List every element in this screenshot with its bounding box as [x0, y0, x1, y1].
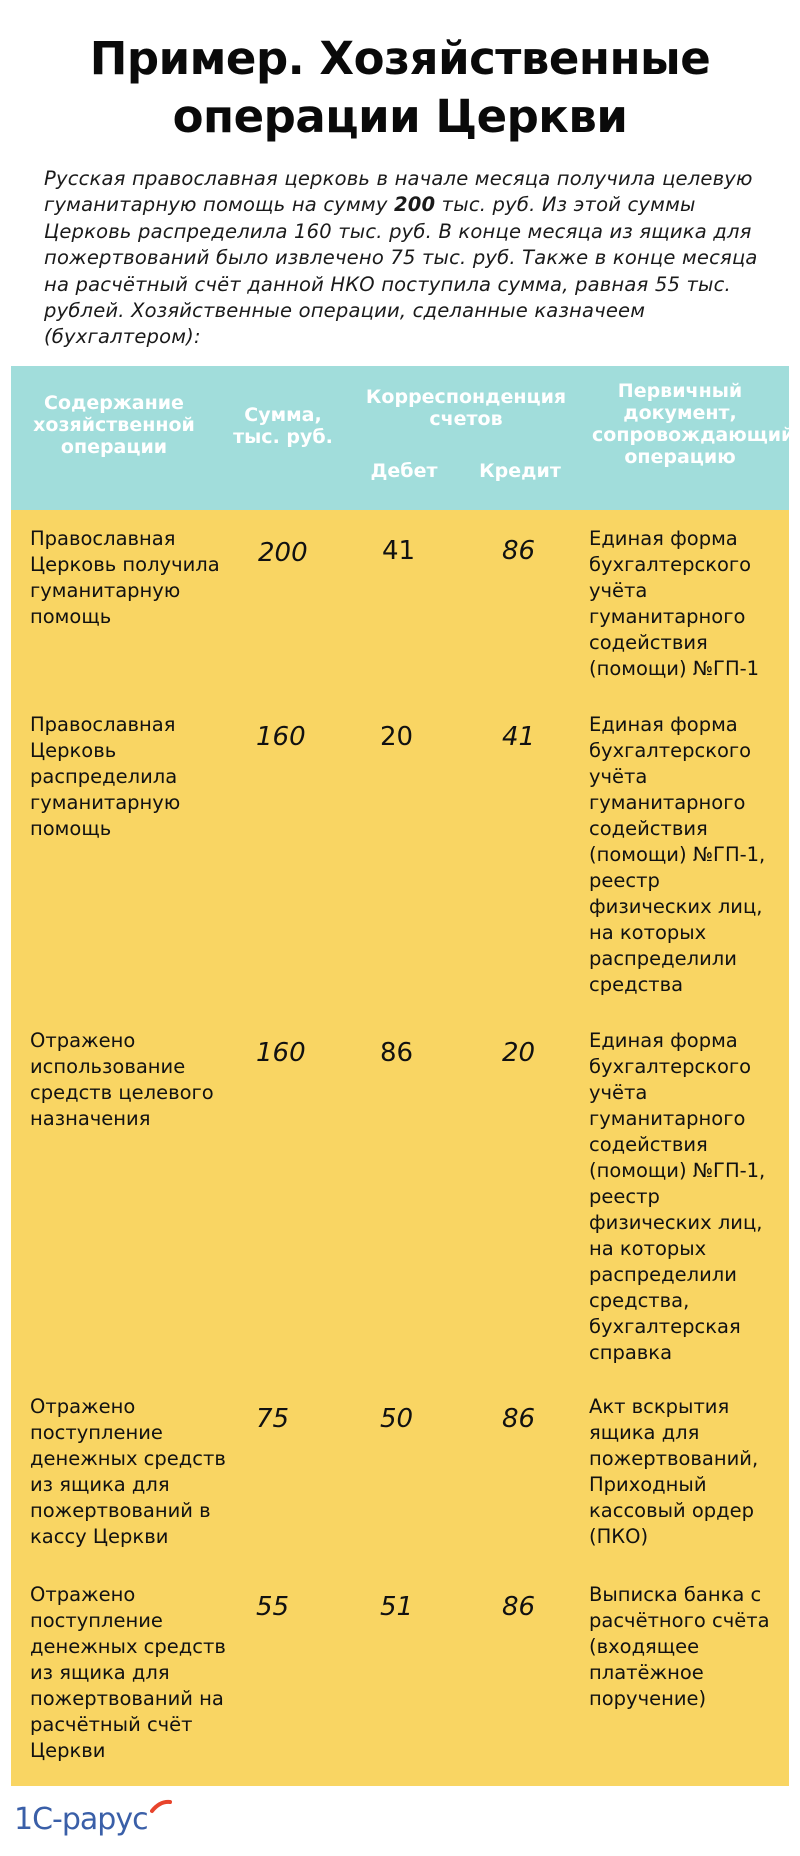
row-5-document: Выписка банка с расчётного счёта (входящее платёжное поручение) — [589, 1583, 770, 1710]
row-1-document: Единая форма бухгалтерского учёта гуманитарного содействия (помощи) №ГП-1 — [589, 527, 760, 680]
intro-paragraph — [44, 166, 764, 351]
row-1-content: Православная Церковь получила гуманитарную помощь — [30, 527, 220, 628]
title-line-1: Пример. Хозяйственные — [89, 32, 711, 85]
row-2-debit: 20 — [380, 722, 414, 752]
row-3-content: Отражено использование средств целевого назначения — [30, 1029, 214, 1130]
intro-part-2: тыс. руб. Из этой суммы Церковь распределила 160 тыс. руб. В конце месяца из ящика для пожертвований было извлечено 75 тыс. руб. Также в конце месяца на расчётный счёт данной НКО поступила сумма, равная 55 тыс. рублей. Хозяйственные операции, сделанные казначеем (бухгалтером): — [44, 193, 758, 349]
header-document: Первичный документ, сопровождающий операцию — [592, 380, 795, 468]
row-3-document: Единая форма бухгалтерского учёта гуманитарного содействия (помощи) №ГП-1, реестр физических лиц, на которых распределили средства, бухгалтерская справка — [589, 1029, 766, 1364]
logo-text: 1С-рарус — [14, 1802, 148, 1837]
header-debit: Дебет — [370, 460, 438, 482]
row-4-credit: 86 — [502, 1404, 536, 1434]
row-4-sum: 75 — [256, 1404, 290, 1434]
row-4-document: Акт вскрытия ящика для пожертвований, Приходный кассовый ордер (ПКО) — [589, 1395, 759, 1548]
header-sum: Сумма, тыс. руб. — [233, 404, 333, 448]
row-1-credit: 86 — [502, 536, 536, 566]
title-line-2: операции Церкви — [172, 90, 628, 143]
row-5-content: Отражено поступление денежных средств из ящика для пожертвований на расчётный счёт Церкви — [30, 1583, 226, 1762]
row-3-debit: 86 — [380, 1038, 414, 1068]
logo-swoosh-icon — [150, 1799, 172, 1815]
row-2-document: Единая форма бухгалтерского учёта гуманитарного содействия (помощи) №ГП-1, реестр физических лиц, на которых распределили средства — [589, 713, 766, 996]
intro-amount-bold: 200 — [393, 193, 436, 217]
header-credit: Кредит — [479, 460, 561, 482]
row-5-debit: 51 — [380, 1592, 414, 1622]
intro-part-1: Русская православная церковь в начале месяца получила целевую гуманитарную помощь на сумму — [44, 167, 753, 217]
row-2-content: Православная Церковь распределила гуманитарную помощь — [30, 713, 181, 840]
row-4-debit: 50 — [380, 1404, 414, 1434]
row-5-sum: 55 — [256, 1592, 290, 1622]
row-1-sum: 200 — [258, 538, 308, 568]
row-4-content: Отражено поступление денежных средств из ящика для пожертвований в кассу Церкви — [30, 1395, 226, 1548]
rarus-logo — [14, 1800, 178, 1840]
header-content: Содержание хозяйственной операции — [33, 392, 195, 458]
row-3-credit: 20 — [502, 1038, 536, 1068]
page-title — [0, 30, 800, 146]
row-5-credit: 86 — [502, 1592, 536, 1622]
row-2-credit: 41 — [502, 722, 536, 752]
row-2-sum: 160 — [256, 722, 306, 752]
header-correspondence: Корреспонденция счетов — [365, 386, 567, 430]
row-3-sum: 160 — [256, 1038, 306, 1068]
row-1-debit: 41 — [382, 536, 416, 566]
